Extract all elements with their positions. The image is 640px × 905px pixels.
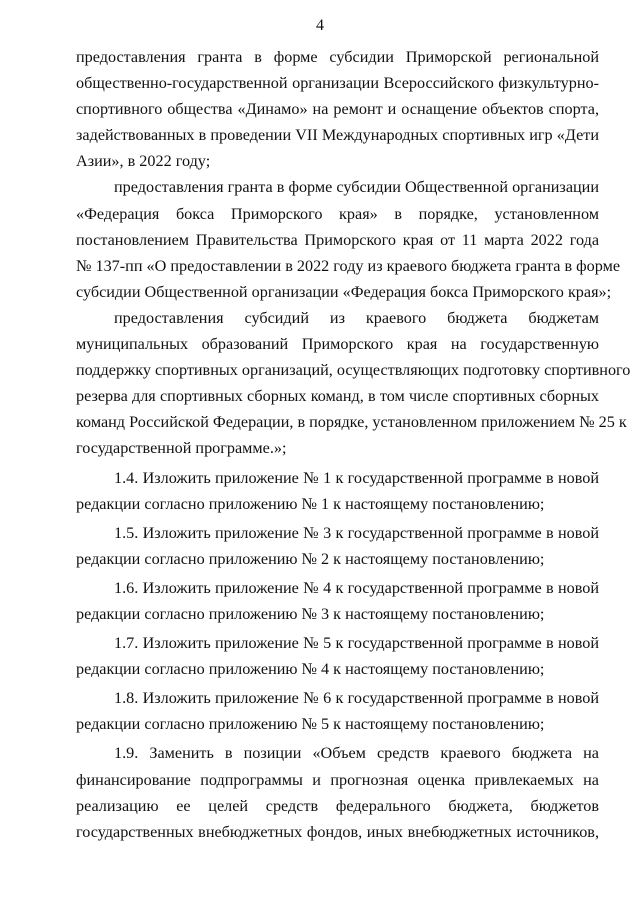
paragraph-line: поддержку спортивных организаций, осуществляющих подготовку спортивного bbox=[76, 361, 631, 380]
paragraph-line: 1.9. Заменить в позиции «Объем средств краевого бюджета на bbox=[114, 744, 599, 763]
paragraph-line: субсидии Общественной организации «Федерация бокса Приморского края»; bbox=[76, 282, 612, 301]
paragraph-line: редакции согласно приложению № 2 к настоящему постановлению; bbox=[76, 549, 545, 568]
paragraph bbox=[76, 174, 621, 304]
paragraph bbox=[76, 575, 599, 627]
paragraph bbox=[76, 630, 599, 682]
paragraph-line: 1.5. Изложить приложение № 3 к государственной программе в новой bbox=[114, 523, 599, 542]
paragraph-line: редакции согласно приложению № 3 к настоящему постановлению; bbox=[76, 604, 545, 623]
paragraph-line: предоставления гранта в форме субсидии Общественной организации bbox=[114, 178, 599, 197]
paragraph-line: финансирование подпрограммы и прогнозная оценка привлекаемых на bbox=[76, 770, 599, 789]
paragraph-line: реализацию ее целей средств федерального бюджета, бюджетов bbox=[76, 796, 599, 815]
paragraph-line: муниципальных образований Приморского края на государственную bbox=[76, 335, 599, 354]
paragraph-line: предоставления гранта в форме субсидии Приморской региональной bbox=[76, 48, 599, 66]
paragraph-line: команд Российской Федерации, в порядке, установленном приложением № 25 к bbox=[76, 413, 627, 432]
paragraph-line: 1.7. Изложить приложение № 5 к государственной программе в новой bbox=[114, 634, 599, 653]
document-body bbox=[76, 44, 631, 845]
page-number: 4 bbox=[316, 17, 324, 34]
paragraph-line: резерва для спортивных сборных команд, в том числе спортивных сборных bbox=[76, 387, 599, 406]
paragraph-line: Азии», в 2022 году; bbox=[76, 152, 211, 171]
paragraph-line: 1.6. Изложить приложение № 4 к государственной программе в новой bbox=[114, 578, 599, 597]
paragraph bbox=[76, 740, 599, 844]
paragraph-line: общественно-государственной организации Всероссийского физкультурно- bbox=[76, 74, 599, 93]
paragraph bbox=[76, 520, 599, 572]
paragraph-line: постановлением Правительства Приморского края от 11 марта 2022 года bbox=[76, 230, 599, 249]
paragraph-line: предоставления субсидий из краевого бюджета бюджетам bbox=[114, 308, 599, 327]
paragraph-line: редакции согласно приложению № 4 к настоящему постановлению; bbox=[76, 660, 545, 679]
paragraph-line: № 137-пп «О предоставлении в 2022 году из краевого бюджета гранта в форме bbox=[76, 256, 621, 275]
paragraph-line: редакции согласно приложению № 5 к настоящему постановлению; bbox=[76, 715, 545, 734]
paragraph-line: задействованных в проведении VII Международных спортивных игр «Дети bbox=[76, 126, 599, 145]
paragraph-line: 1.8. Изложить приложение № 6 к государственной программе в новой bbox=[114, 689, 599, 708]
paragraph-line: государственных внебюджетных фондов, иных внебюджетных источников, bbox=[76, 822, 599, 841]
paragraph-line: 1.4. Изложить приложение № 1 к государственной программе в новой bbox=[114, 468, 599, 487]
paragraph-line: спортивного общества «Динамо» на ремонт и оснащение объектов спорта, bbox=[76, 100, 599, 119]
paragraph-line: «Федерация бокса Приморского края» в порядке, установленном bbox=[76, 204, 599, 223]
paragraph bbox=[76, 465, 599, 517]
paragraph bbox=[76, 685, 599, 737]
paragraph bbox=[76, 44, 599, 174]
paragraph-line: редакции согласно приложению № 1 к настоящему постановлению; bbox=[76, 494, 545, 513]
paragraph-line: государственной программе.»; bbox=[76, 439, 287, 458]
paragraph bbox=[76, 305, 631, 462]
